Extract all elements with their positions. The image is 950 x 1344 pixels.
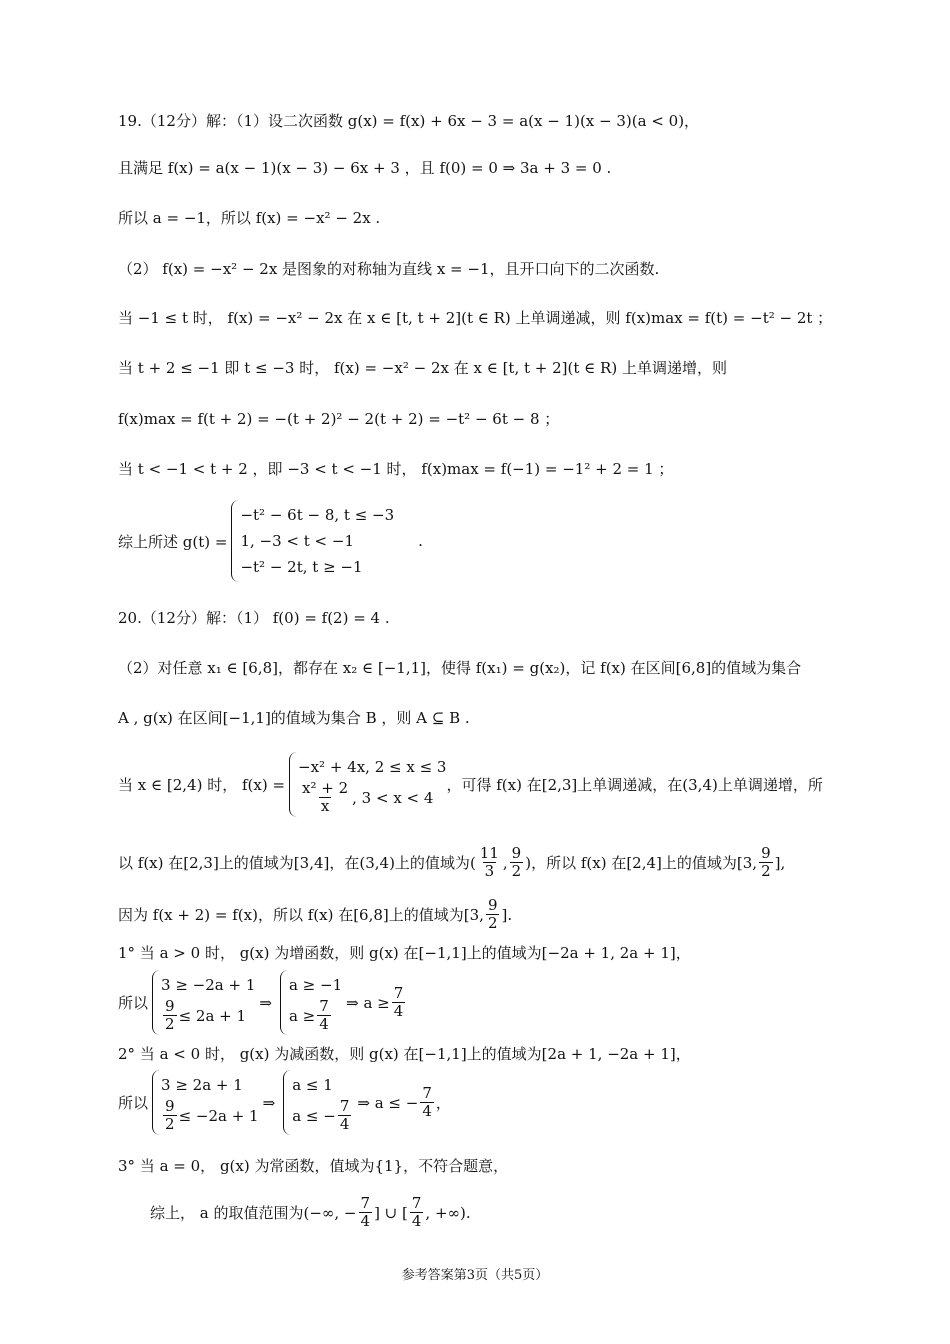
piece-post: ，可得 f(x) 在[2,3]上单调递减，在(3,4)上单调递增，所 [446,776,823,794]
q20-line-3: A , g(x) 在区间[−1,1]的值域为集合 B ，则 A ⊆ B . [118,709,470,727]
result: ⇒ a ≥ [346,993,390,1012]
q20-case-1-system: 所以 3 ≥ −2a + 1 $\frac{9}{2}$ ≤ 2a + 1 ⇒ a ≥ −1 a ≥ $\frac{7}{4}$ ⇒ a ≥ $\frac{7}{4}$ [118,970,407,1035]
row-2: ≤ −2a + 1 [178,1106,259,1125]
frac-num: 7 [339,1097,350,1115]
frac-den: x [320,797,330,815]
final-label: 综上， a 的取值范围为 [150,1204,304,1222]
solution-brace [280,970,342,1035]
frac-num: 7 [360,1194,371,1212]
line-5b: ，所以 f(x) 在[2,4]上的值域为 [531,854,737,872]
sol-1: a ≥ −1 [288,976,343,994]
frac-den: 2 [165,1115,175,1133]
row-2: ≤ 2a + 1 [178,1006,247,1025]
piece-pre: 当 x ∈ [2,4) 时， f(x) = [118,776,286,794]
piecewise-brace-2 [289,752,446,817]
result: ⇒ a ≤ − [357,1093,419,1112]
piecewise-brace [231,500,394,582]
frac-den: 2 [761,862,771,880]
q19-line-5: 当 −1 ≤ t 时， f(x) = −x² − 2x 在 x ∈ [t, t + 2](t ∈ R) 上单调递减，则 f(x)max = f(t) = −t² − 2t ； [118,309,833,327]
frac-den: 4 [393,1002,404,1020]
q20-line-1: 20.（12分）解：（1） f(0) = f(2) = 4 . [118,609,390,627]
case-3: −t² − 2t, t ≥ −1 [240,558,363,576]
frac-den: 4 [360,1212,371,1230]
solution-brace [283,1070,353,1135]
piece-2-cond: , 3 < x < 4 [352,788,434,807]
frac-num: 7 [422,1084,432,1102]
q20-case-2: 2° 当 a < 0 时， g(x) 为减函数，则 g(x) 在[−1,1]上的值域为[2a + 1, −2a + 1]， [118,1045,691,1063]
piece-2-frac [300,780,350,815]
q19-line-3: 所以 a = −1，所以 f(x) = −x² − 2x . [118,209,381,227]
line-5a: 以 f(x) 在[2,3]上的值域为[3,4]，在(3,4)上的值域为 [118,854,470,872]
frac-den: 3 [484,862,495,880]
summary-label: 综上所述 g(t) = [118,532,228,551]
frac-den: 4 [422,1102,432,1120]
frac-den: 4 [411,1212,422,1230]
line-6a: 因为 f(x + 2) = f(x)，所以 f(x) 在[6,8]上的值域为 [118,906,464,924]
frac-den: 4 [319,1015,329,1033]
q20-line-5: 以 f(x) 在[2,3]上的值域为[3,4]，在(3,4)上的值域为 ( $\frac{11}{3}$ , $\frac{9}{2}$ ) ，所以 f(x) 在[2,4]上的值域为 [3, $\frac{9}{2}$ ], [118,844,786,880]
system-brace [152,970,255,1035]
frac-num: 9 [165,1097,175,1115]
row-1: 3 ≥ 2a + 1 [161,1076,243,1094]
q19-line-6: 当 t + 2 ≤ −1 即 t ≤ −3 时， f(x) = −x² − 2x 在 x ∈ [t, t + 2](t ∈ R) 上单调递增，则 [118,359,727,377]
case-1: −t² − 6t − 8, t ≤ −3 [240,506,395,524]
q20-piecewise [118,752,823,817]
sol-2: a ≤ − [292,1106,336,1125]
frac-den: 2 [165,1015,175,1033]
system-brace [152,1070,259,1135]
so-label: 所以 [118,1094,149,1112]
frac-num: 11 [479,844,499,862]
frac-num: x² + 2 [302,779,349,797]
frac-num: 9 [511,844,522,862]
q19-line-1: 19.（12分）解：（1）设二次函数 g(x) = f(x) + 6x − 3 = a(x − 1)(x − 3)(a < 0)， [118,112,700,130]
q19-summary [118,500,423,582]
row-1: 3 ≥ −2a + 1 [161,976,256,994]
q20-case-2-system: 所以 3 ≥ 2a + 1 $\frac{9}{2}$ ≤ −2a + 1 ⇒ a ≤ 1 a ≤ − $\frac{7}{4}$ ⇒ a ≤ − $\frac{7}{4}$ ， [118,1070,451,1135]
frac-num: 9 [761,844,771,862]
frac-num: 7 [319,997,329,1015]
frac-den: 2 [511,862,522,880]
result-end: ， [435,1094,451,1112]
q20-case-3: 3° 当 a = 0， g(x) 为常函数，值域为{1}，不符合题意， [118,1157,509,1175]
sol-2: a ≥ [288,1006,316,1025]
q20-case-1: 1° 当 a > 0 时， g(x) 为增函数，则 g(x) 在[−1,1]上的值域为[−2a + 1, 2a + 1]， [118,944,691,962]
frac-den: 4 [339,1115,350,1133]
frac-num: 9 [165,997,175,1015]
frac-den: 2 [487,914,498,932]
q20-final: 综上， a 的取值范围为 (−∞, − $\frac{7}{4}$ ] ∪ [ $\frac{7}{4}$ , +∞). [150,1194,471,1230]
frac-num: 9 [487,896,498,914]
page-footer: 参考答案第3页（共5页） [401,1268,549,1283]
frac-num: 7 [393,984,404,1002]
q19-line-7: f(x)max = f(t + 2) = −(t + 2)² − 2(t + 2) = −t² − 6t − 8 ； [118,410,560,428]
piece-1: −x² + 4x, 2 ≤ x ≤ 3 [298,758,447,776]
summary-end: . [418,532,423,550]
sol-1: a ≤ 1 [292,1076,333,1094]
q20-line-2: （2）对任意 x₁ ∈ [6,8]，都存在 x₂ ∈ [−1,1]，使得 f(x₁) = g(x₂)，记 f(x) 在区间[6,8]的值域为集合 [118,659,802,677]
case-2: 1, −3 < t < −1 [240,532,354,550]
q19-line-4: （2） f(x) = −x² − 2x 是图象的对称轴为直线 x = −1，且开口向下的二次函数. [118,260,660,278]
frac-num: 7 [411,1194,422,1212]
so-label: 所以 [118,994,149,1012]
q19-line-2: 且满足 f(x) = a(x − 1)(x − 3) − 6x + 3 ，且 f(0) = 0 ⇒ 3a + 3 = 0 . [118,159,612,177]
q19-line-8: 当 t < −1 < t + 2 ，即 −3 < t < −1 时， f(x)max = f(−1) = −1² + 2 = 1 ； [118,460,674,478]
q20-line-6: 因为 f(x + 2) = f(x)，所以 f(x) 在[6,8]上的值域为 [3, $\frac{9}{2}$ ]. [118,896,513,932]
